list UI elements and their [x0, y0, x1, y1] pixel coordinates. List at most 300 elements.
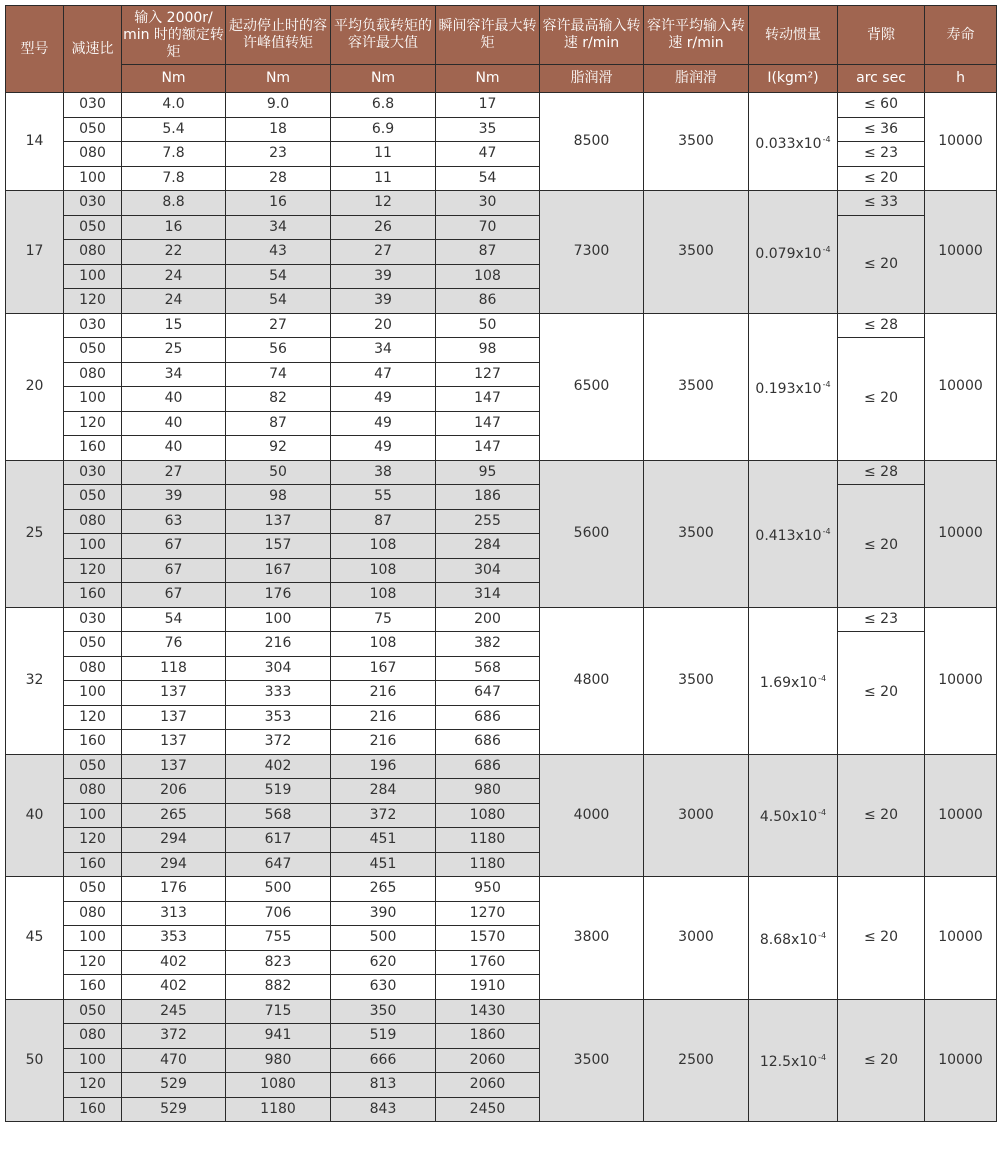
backlash-cell: ≤ 36 [838, 117, 925, 142]
backlash-cell: ≤ 28 [838, 313, 925, 338]
momentary-torque-cell: 30 [436, 191, 540, 216]
peak-torque-cell: 9.0 [226, 93, 331, 118]
momentary-torque-cell: 47 [436, 142, 540, 167]
peak-torque-cell: 100 [226, 607, 331, 632]
life-cell: 10000 [925, 460, 997, 607]
peak-torque-cell: 980 [226, 1048, 331, 1073]
momentary-torque-cell: 568 [436, 656, 540, 681]
rated-torque-cell: 24 [122, 264, 226, 289]
header-life: 寿命 [925, 6, 997, 65]
rated-torque-cell: 402 [122, 950, 226, 975]
unit-inertia: I(kgm²) [749, 65, 838, 93]
avg-load-torque-cell: 519 [331, 1024, 436, 1049]
model-cell: 32 [6, 607, 64, 754]
model-cell: 45 [6, 877, 64, 1000]
rated-torque-cell: 137 [122, 681, 226, 706]
backlash-cell: ≤ 33 [838, 191, 925, 216]
avg-load-torque-cell: 167 [331, 656, 436, 681]
peak-torque-cell: 28 [226, 166, 331, 191]
momentary-torque-cell: 86 [436, 289, 540, 314]
header-inertia: 转动惯量 [749, 6, 838, 65]
avg-load-torque-cell: 108 [331, 558, 436, 583]
unit-rated-torque: Nm [122, 65, 226, 93]
momentary-torque-cell: 950 [436, 877, 540, 902]
ratio-cell: 120 [64, 828, 122, 853]
life-cell: 10000 [925, 313, 997, 460]
ratio-cell: 120 [64, 411, 122, 436]
avg-load-torque-cell: 49 [331, 387, 436, 412]
ratio-cell: 050 [64, 215, 122, 240]
peak-torque-cell: 353 [226, 705, 331, 730]
avg-input-speed-cell: 3500 [644, 460, 749, 607]
momentary-torque-cell: 304 [436, 558, 540, 583]
avg-input-speed-cell: 3500 [644, 607, 749, 754]
peak-torque-cell: 568 [226, 803, 331, 828]
momentary-torque-cell: 50 [436, 313, 540, 338]
avg-load-torque-cell: 6.9 [331, 117, 436, 142]
header-ratio: 减速比 [64, 6, 122, 93]
peak-torque-cell: 1180 [226, 1097, 331, 1122]
table-row [6, 215, 997, 240]
inertia-exponent: -4 [822, 526, 831, 536]
ratio-cell: 030 [64, 313, 122, 338]
rated-torque-cell: 34 [122, 362, 226, 387]
ratio-cell: 030 [64, 191, 122, 216]
avg-load-torque-cell: 12 [331, 191, 436, 216]
rated-torque-cell: 118 [122, 656, 226, 681]
momentary-torque-cell: 35 [436, 117, 540, 142]
rated-torque-cell: 529 [122, 1073, 226, 1098]
ratio-cell: 100 [64, 681, 122, 706]
rated-torque-cell: 16 [122, 215, 226, 240]
inertia-cell [749, 607, 838, 754]
peak-torque-cell: 54 [226, 264, 331, 289]
model-cell: 17 [6, 191, 64, 314]
peak-torque-cell: 50 [226, 460, 331, 485]
unit-avg-input-speed: 脂润滑 [644, 65, 749, 93]
model-cell: 50 [6, 999, 64, 1122]
inertia-base: 12.5x10 [759, 1054, 818, 1071]
avg-input-speed-cell: 2500 [644, 999, 749, 1122]
rated-torque-cell: 294 [122, 828, 226, 853]
avg-input-speed-cell: 3500 [644, 93, 749, 191]
backlash-cell: ≤ 20 [838, 166, 925, 191]
ratio-cell: 050 [64, 117, 122, 142]
rated-torque-cell: 470 [122, 1048, 226, 1073]
rated-torque-cell: 137 [122, 754, 226, 779]
avg-load-torque-cell: 39 [331, 264, 436, 289]
avg-load-torque-cell: 843 [331, 1097, 436, 1122]
peak-torque-cell: 74 [226, 362, 331, 387]
avg-load-torque-cell: 813 [331, 1073, 436, 1098]
inertia-cell [749, 754, 838, 877]
peak-torque-cell: 1080 [226, 1073, 331, 1098]
inertia-exponent: -4 [822, 379, 831, 389]
momentary-torque-cell: 127 [436, 362, 540, 387]
peak-torque-cell: 87 [226, 411, 331, 436]
avg-load-torque-cell: 49 [331, 411, 436, 436]
table-row [6, 191, 997, 216]
ratio-cell: 050 [64, 485, 122, 510]
peak-torque-cell: 92 [226, 436, 331, 461]
ratio-cell: 050 [64, 632, 122, 657]
momentary-torque-cell: 54 [436, 166, 540, 191]
peak-torque-cell: 333 [226, 681, 331, 706]
peak-torque-cell: 647 [226, 852, 331, 877]
max-input-speed-cell: 4000 [540, 754, 644, 877]
max-input-speed-cell: 8500 [540, 93, 644, 191]
rated-torque-cell: 39 [122, 485, 226, 510]
life-cell: 10000 [925, 999, 997, 1122]
avg-load-torque-cell: 350 [331, 999, 436, 1024]
momentary-torque-cell: 147 [436, 387, 540, 412]
avg-load-torque-cell: 620 [331, 950, 436, 975]
table-row [6, 607, 997, 632]
avg-load-torque-cell: 34 [331, 338, 436, 363]
ratio-cell: 160 [64, 1097, 122, 1122]
table-row [6, 460, 997, 485]
rated-torque-cell: 40 [122, 436, 226, 461]
rated-torque-cell: 353 [122, 926, 226, 951]
momentary-torque-cell: 686 [436, 754, 540, 779]
momentary-torque-cell: 1180 [436, 828, 540, 853]
avg-load-torque-cell: 666 [331, 1048, 436, 1073]
table-row [6, 166, 997, 191]
momentary-torque-cell: 686 [436, 730, 540, 755]
peak-torque-cell: 34 [226, 215, 331, 240]
unit-backlash: arc sec [838, 65, 925, 93]
rated-torque-cell: 313 [122, 901, 226, 926]
inertia-cell [749, 999, 838, 1122]
ratio-cell: 100 [64, 387, 122, 412]
rated-torque-cell: 402 [122, 975, 226, 1000]
rated-torque-cell: 25 [122, 338, 226, 363]
life-cell: 10000 [925, 877, 997, 1000]
unit-max-input-speed: 脂润滑 [540, 65, 644, 93]
avg-load-torque-cell: 11 [331, 142, 436, 167]
header-rated-torque: 输入 2000r/ min 时的额定转矩 [122, 6, 226, 65]
max-input-speed-cell: 3500 [540, 999, 644, 1122]
peak-torque-cell: 372 [226, 730, 331, 755]
life-cell: 10000 [925, 607, 997, 754]
avg-load-torque-cell: 390 [331, 901, 436, 926]
momentary-torque-cell: 647 [436, 681, 540, 706]
peak-torque-cell: 216 [226, 632, 331, 657]
ratio-cell: 100 [64, 803, 122, 828]
header-avg-input-speed: 容许平均输入转速 r/min [644, 6, 749, 65]
ratio-cell: 120 [64, 950, 122, 975]
unit-avg-load-torque: Nm [331, 65, 436, 93]
avg-load-torque-cell: 216 [331, 730, 436, 755]
inertia-exponent: -4 [822, 134, 831, 144]
momentary-torque-cell: 1860 [436, 1024, 540, 1049]
inertia-exponent: -4 [822, 244, 831, 254]
table-row [6, 338, 997, 363]
table-row [6, 313, 997, 338]
momentary-torque-cell: 980 [436, 779, 540, 804]
spec-table-body [6, 93, 997, 1122]
header-max-input-speed: 容许最高输入转速 r/min [540, 6, 644, 65]
ratio-cell: 050 [64, 999, 122, 1024]
table-row [6, 142, 997, 167]
rated-torque-cell: 265 [122, 803, 226, 828]
peak-torque-cell: 706 [226, 901, 331, 926]
rated-torque-cell: 137 [122, 730, 226, 755]
model-cell: 25 [6, 460, 64, 607]
table-row [6, 485, 997, 510]
rated-torque-cell: 529 [122, 1097, 226, 1122]
avg-input-speed-cell: 3000 [644, 877, 749, 1000]
peak-torque-cell: 519 [226, 779, 331, 804]
backlash-cell: ≤ 20 [838, 338, 925, 461]
inertia-base: 4.50x10 [759, 809, 818, 826]
peak-torque-cell: 176 [226, 583, 331, 608]
inertia-cell [749, 460, 838, 607]
ratio-cell: 160 [64, 730, 122, 755]
avg-load-torque-cell: 108 [331, 583, 436, 608]
momentary-torque-cell: 70 [436, 215, 540, 240]
table-row [6, 999, 997, 1024]
inertia-base: 0.193x10 [755, 380, 822, 397]
life-cell: 10000 [925, 754, 997, 877]
table-row [6, 93, 997, 118]
backlash-cell: ≤ 20 [838, 754, 925, 877]
peak-torque-cell: 715 [226, 999, 331, 1024]
header-peak-torque: 起动停止时的容许峰值转矩 [226, 6, 331, 65]
inertia-cell [749, 191, 838, 314]
rated-torque-cell: 63 [122, 509, 226, 534]
rated-torque-cell: 40 [122, 411, 226, 436]
model-cell: 14 [6, 93, 64, 191]
model-cell: 40 [6, 754, 64, 877]
rated-torque-cell: 245 [122, 999, 226, 1024]
momentary-torque-cell: 255 [436, 509, 540, 534]
rated-torque-cell: 76 [122, 632, 226, 657]
momentary-torque-cell: 17 [436, 93, 540, 118]
momentary-torque-cell: 108 [436, 264, 540, 289]
rated-torque-cell: 67 [122, 534, 226, 559]
momentary-torque-cell: 95 [436, 460, 540, 485]
momentary-torque-cell: 2060 [436, 1048, 540, 1073]
momentary-torque-cell: 87 [436, 240, 540, 265]
inertia-base: 0.413x10 [755, 527, 822, 544]
momentary-torque-cell: 2060 [436, 1073, 540, 1098]
header-model: 型号 [6, 6, 64, 93]
table-row [6, 877, 997, 902]
momentary-torque-cell: 1270 [436, 901, 540, 926]
peak-torque-cell: 304 [226, 656, 331, 681]
avg-load-torque-cell: 216 [331, 705, 436, 730]
avg-load-torque-cell: 265 [331, 877, 436, 902]
ratio-cell: 100 [64, 926, 122, 951]
rated-torque-cell: 372 [122, 1024, 226, 1049]
backlash-cell: ≤ 20 [838, 632, 925, 755]
inertia-base: 0.079x10 [755, 245, 822, 262]
avg-load-torque-cell: 451 [331, 852, 436, 877]
rated-torque-cell: 4.0 [122, 93, 226, 118]
header-row [6, 6, 997, 65]
momentary-torque-cell: 1180 [436, 852, 540, 877]
momentary-torque-cell: 200 [436, 607, 540, 632]
life-cell: 10000 [925, 191, 997, 314]
max-input-speed-cell: 4800 [540, 607, 644, 754]
peak-torque-cell: 16 [226, 191, 331, 216]
rated-torque-cell: 176 [122, 877, 226, 902]
avg-load-torque-cell: 26 [331, 215, 436, 240]
avg-input-speed-cell: 3500 [644, 191, 749, 314]
inertia-cell [749, 877, 838, 1000]
backlash-cell: ≤ 20 [838, 485, 925, 608]
inertia-exponent: -4 [818, 930, 827, 940]
ratio-cell: 080 [64, 509, 122, 534]
peak-torque-cell: 500 [226, 877, 331, 902]
avg-load-torque-cell: 47 [331, 362, 436, 387]
avg-input-speed-cell: 3500 [644, 313, 749, 460]
peak-torque-cell: 823 [226, 950, 331, 975]
momentary-torque-cell: 686 [436, 705, 540, 730]
ratio-cell: 080 [64, 901, 122, 926]
avg-load-torque-cell: 87 [331, 509, 436, 534]
header-backlash: 背隙 [838, 6, 925, 65]
avg-load-torque-cell: 39 [331, 289, 436, 314]
avg-load-torque-cell: 216 [331, 681, 436, 706]
peak-torque-cell: 755 [226, 926, 331, 951]
peak-torque-cell: 82 [226, 387, 331, 412]
inertia-cell [749, 313, 838, 460]
avg-load-torque-cell: 55 [331, 485, 436, 510]
ratio-cell: 030 [64, 607, 122, 632]
momentary-torque-cell: 284 [436, 534, 540, 559]
rated-torque-cell: 67 [122, 558, 226, 583]
rated-torque-cell: 27 [122, 460, 226, 485]
inertia-base: 1.69x10 [759, 674, 818, 691]
peak-torque-cell: 167 [226, 558, 331, 583]
table-row [6, 117, 997, 142]
rated-torque-cell: 67 [122, 583, 226, 608]
momentary-torque-cell: 186 [436, 485, 540, 510]
peak-torque-cell: 98 [226, 485, 331, 510]
rated-torque-cell: 7.8 [122, 166, 226, 191]
rated-torque-cell: 15 [122, 313, 226, 338]
max-input-speed-cell: 6500 [540, 313, 644, 460]
backlash-cell: ≤ 23 [838, 142, 925, 167]
avg-input-speed-cell: 3000 [644, 754, 749, 877]
inertia-cell [749, 93, 838, 191]
unit-peak-torque: Nm [226, 65, 331, 93]
peak-torque-cell: 56 [226, 338, 331, 363]
ratio-cell: 160 [64, 436, 122, 461]
ratio-cell: 100 [64, 166, 122, 191]
ratio-cell: 080 [64, 362, 122, 387]
rated-torque-cell: 54 [122, 607, 226, 632]
momentary-torque-cell: 1760 [436, 950, 540, 975]
peak-torque-cell: 137 [226, 509, 331, 534]
peak-torque-cell: 27 [226, 313, 331, 338]
max-input-speed-cell: 3800 [540, 877, 644, 1000]
ratio-cell: 160 [64, 583, 122, 608]
ratio-cell: 120 [64, 289, 122, 314]
peak-torque-cell: 54 [226, 289, 331, 314]
avg-load-torque-cell: 196 [331, 754, 436, 779]
max-input-speed-cell: 7300 [540, 191, 644, 314]
unit-row [6, 65, 997, 93]
ratio-cell: 050 [64, 754, 122, 779]
avg-load-torque-cell: 49 [331, 436, 436, 461]
backlash-cell: ≤ 20 [838, 215, 925, 313]
rated-torque-cell: 294 [122, 852, 226, 877]
inertia-base: 0.033x10 [755, 135, 822, 152]
momentary-torque-cell: 147 [436, 436, 540, 461]
ratio-cell: 080 [64, 240, 122, 265]
unit-life: h [925, 65, 997, 93]
peak-torque-cell: 43 [226, 240, 331, 265]
backlash-cell: ≤ 23 [838, 607, 925, 632]
max-input-speed-cell: 5600 [540, 460, 644, 607]
rated-torque-cell: 8.8 [122, 191, 226, 216]
momentary-torque-cell: 98 [436, 338, 540, 363]
peak-torque-cell: 157 [226, 534, 331, 559]
rated-torque-cell: 137 [122, 705, 226, 730]
momentary-torque-cell: 1570 [436, 926, 540, 951]
ratio-cell: 030 [64, 460, 122, 485]
peak-torque-cell: 882 [226, 975, 331, 1000]
momentary-torque-cell: 147 [436, 411, 540, 436]
ratio-cell: 080 [64, 656, 122, 681]
avg-load-torque-cell: 75 [331, 607, 436, 632]
peak-torque-cell: 18 [226, 117, 331, 142]
avg-load-torque-cell: 500 [331, 926, 436, 951]
ratio-cell: 080 [64, 779, 122, 804]
momentary-torque-cell: 1910 [436, 975, 540, 1000]
avg-load-torque-cell: 27 [331, 240, 436, 265]
inertia-exponent: -4 [818, 1053, 827, 1063]
rated-torque-cell: 24 [122, 289, 226, 314]
avg-load-torque-cell: 20 [331, 313, 436, 338]
backlash-cell: ≤ 20 [838, 999, 925, 1122]
backlash-cell: ≤ 20 [838, 877, 925, 1000]
inertia-exponent: -4 [818, 808, 827, 818]
peak-torque-cell: 23 [226, 142, 331, 167]
peak-torque-cell: 402 [226, 754, 331, 779]
unit-momentary-torque: Nm [436, 65, 540, 93]
ratio-cell: 050 [64, 877, 122, 902]
avg-load-torque-cell: 451 [331, 828, 436, 853]
avg-load-torque-cell: 372 [331, 803, 436, 828]
momentary-torque-cell: 1080 [436, 803, 540, 828]
rated-torque-cell: 7.8 [122, 142, 226, 167]
rated-torque-cell: 5.4 [122, 117, 226, 142]
ratio-cell: 120 [64, 1073, 122, 1098]
momentary-torque-cell: 382 [436, 632, 540, 657]
rated-torque-cell: 22 [122, 240, 226, 265]
ratio-cell: 100 [64, 1048, 122, 1073]
ratio-cell: 030 [64, 93, 122, 118]
avg-load-torque-cell: 108 [331, 534, 436, 559]
ratio-cell: 100 [64, 534, 122, 559]
inertia-exponent: -4 [818, 673, 827, 683]
rated-torque-cell: 206 [122, 779, 226, 804]
peak-torque-cell: 617 [226, 828, 331, 853]
header-momentary-torque: 瞬间容许最大转矩 [436, 6, 540, 65]
peak-torque-cell: 941 [226, 1024, 331, 1049]
momentary-torque-cell: 2450 [436, 1097, 540, 1122]
ratio-cell: 160 [64, 852, 122, 877]
table-row [6, 632, 997, 657]
ratio-cell: 120 [64, 705, 122, 730]
avg-load-torque-cell: 630 [331, 975, 436, 1000]
backlash-cell: ≤ 28 [838, 460, 925, 485]
inertia-base: 8.68x10 [759, 931, 818, 948]
